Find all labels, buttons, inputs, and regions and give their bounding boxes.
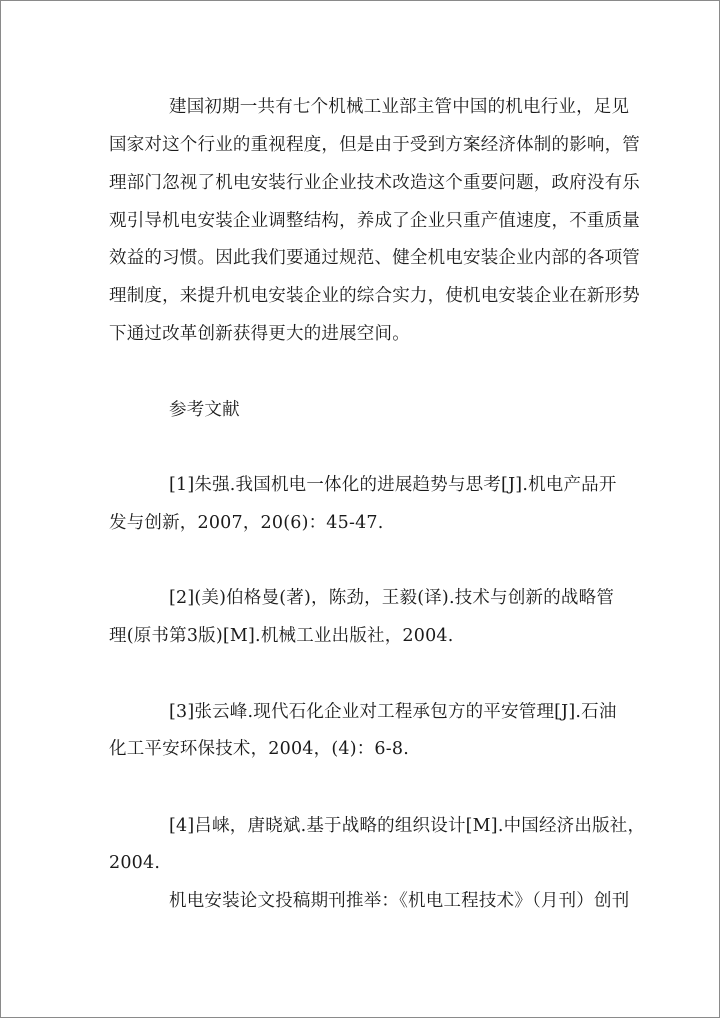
reference-line: [3]张云峰.现代石化企业对工程承包方的平安管理[J].石油 — [169, 702, 617, 722]
paragraph-line: 建国初期一共有七个机械工业部主管中国的机电行业，足见 — [169, 97, 630, 117]
reference-line: 发与创新，2007，20(6)：45-47. — [109, 513, 384, 533]
journal-recommendation-line: 机电安装论文投稿期刊推举：《机电工程技术》（月刊）创刊 — [169, 891, 630, 911]
reference-line: 2004. — [109, 853, 161, 873]
paragraph-line: 效益的习惯。因此我们要通过规范、健全机电安装企业内部的各项管 — [109, 248, 640, 268]
paragraph-line: 下通过改革创新获得更大的进展空间。 — [109, 324, 410, 344]
reference-line: [1]朱强.我国机电一体化的进展趋势与思考[J].机电产品开 — [169, 475, 617, 495]
reference-line: 理(原书第3版)[M].机械工业出版社，2004. — [109, 626, 454, 646]
paragraph-line: 观引导机电安装企业调整结构，养成了企业只重产值速度，不重质量 — [109, 211, 640, 231]
paragraph-line: 理部门忽视了机电安装行业企业技术改造这个重要问题，政府没有乐 — [109, 173, 640, 193]
paragraph-line: 理制度，来提升机电安装企业的综合实力，使机电安装企业在新形势 — [109, 286, 640, 306]
reference-line: 化工平安环保技术，2004，(4)：6-8. — [109, 739, 409, 759]
references-heading: 参考文献 — [169, 400, 240, 420]
reference-line: [2](美)伯格曼(著)，陈劲，王毅(译).技术与创新的战略管 — [169, 588, 615, 608]
paragraph-line: 国家对这个行业的重视程度，但是由于受到方案经济体制的影响，管 — [109, 135, 640, 155]
reference-line: [4]吕崃，唐晓斌.基于战略的组织设计[M].中国经济出版社， — [169, 816, 646, 836]
